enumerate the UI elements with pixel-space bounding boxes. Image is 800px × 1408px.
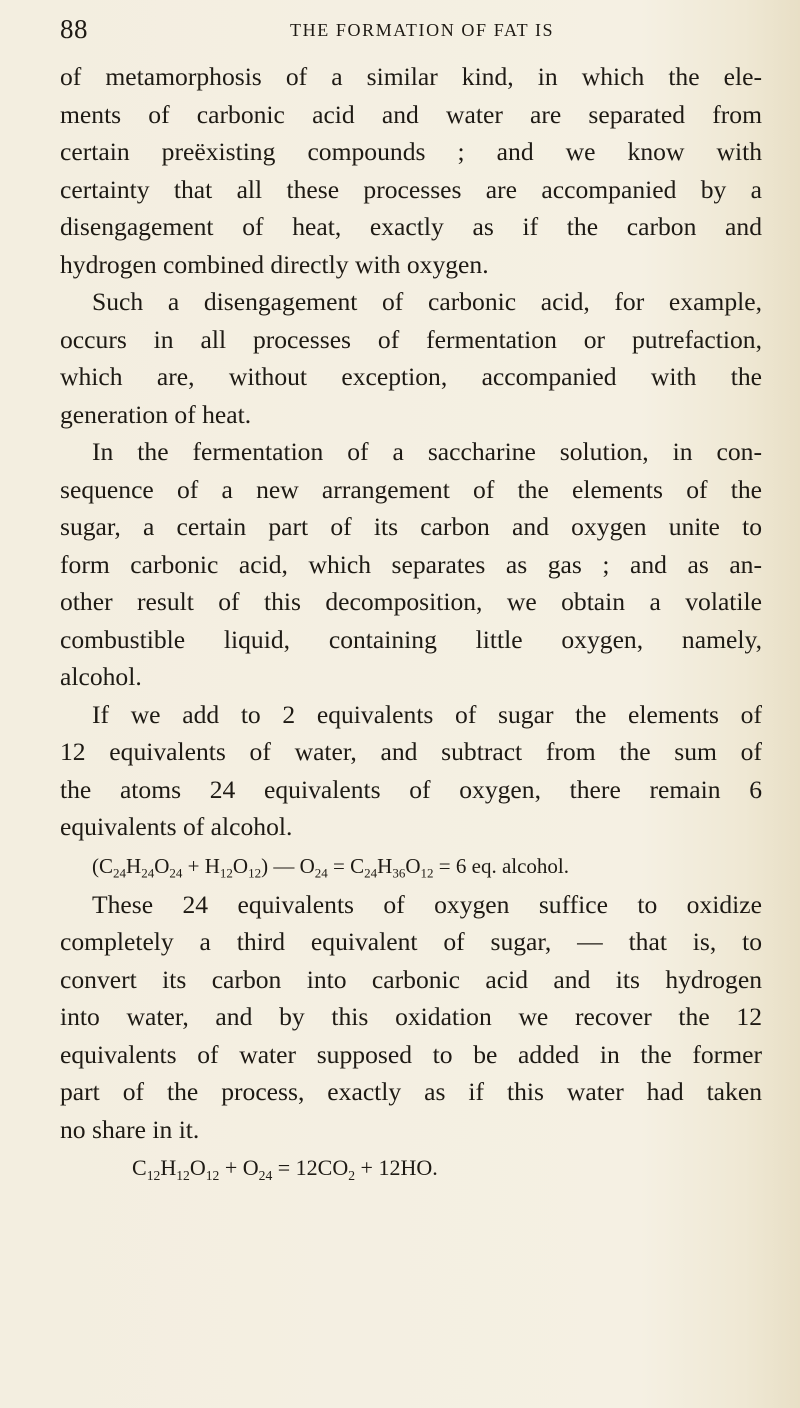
text-line: generation of heat. xyxy=(60,399,252,429)
formula-subscript: 12 xyxy=(176,1167,190,1183)
formula-text: H xyxy=(126,853,142,878)
formula-text: O xyxy=(405,853,421,878)
alcohol-formula xyxy=(60,846,762,886)
text-line: into water, and by this oxidation we recover the 12 xyxy=(60,1002,762,1031)
formula-subscript: 12 xyxy=(248,865,262,881)
page-header xyxy=(60,14,760,48)
formula-subscript: 24 xyxy=(141,865,155,881)
text-line: These 24 equivalents of oxygen suffice to oxidize xyxy=(92,889,762,919)
formula-text: + H xyxy=(182,853,220,878)
oxidation-formula xyxy=(60,1148,762,1188)
text-line: 12 equivalents of water, and subtract from the sum of xyxy=(60,737,762,766)
body-text xyxy=(60,58,762,1188)
text-line: which are, without exception, accompanied with the xyxy=(60,362,762,391)
text-line: occurs in all processes of fermentation or putrefaction, xyxy=(60,324,762,354)
text-line: completely a third equivalent of sugar, — that is, to xyxy=(60,927,762,956)
text-line: equivalents of alcohol. xyxy=(60,812,293,841)
text-line: sugar, a certain part of its carbon and oxygen unite to xyxy=(60,512,762,541)
page-number: 88 xyxy=(60,14,88,44)
formula-text: ) — O xyxy=(261,853,315,878)
formula-subscript: 12 xyxy=(146,1167,161,1183)
text-line: convert its carbon into carbonic acid and its hydrogen xyxy=(60,964,762,994)
text-line: other result of this decomposition, we obtain a volatile xyxy=(60,587,762,616)
formula-text: O xyxy=(232,853,249,878)
paragraph xyxy=(60,433,762,696)
text-line: certain preëxisting compounds ; and we know with xyxy=(60,137,762,166)
text-line: In the fermentation of a saccharine solution, in con- xyxy=(92,437,762,466)
formula-text: = 12CO xyxy=(272,1155,349,1180)
formula-text: H xyxy=(160,1155,177,1180)
formula-text: = C xyxy=(327,853,365,878)
formula-subscript: 24 xyxy=(314,865,328,881)
formula-subscript: 24 xyxy=(258,1167,273,1183)
text-line: alcohol. xyxy=(60,662,142,691)
formula-subscript: 12 xyxy=(205,1167,220,1183)
formula-text: (C xyxy=(92,853,113,878)
text-line: of metamorphosis of a similar kind, in which the ele- xyxy=(60,62,762,91)
formula-subscript: 24 xyxy=(113,865,127,881)
paragraph xyxy=(60,283,762,433)
formula-subscript: 12 xyxy=(219,865,233,881)
paragraph xyxy=(60,696,762,846)
text-line: equivalents of water supposed to be added in the former xyxy=(60,1039,762,1069)
text-line: the atoms 24 equivalents of oxygen, there remain 6 xyxy=(60,774,762,804)
paragraph xyxy=(60,58,762,283)
formula-subscript: 2 xyxy=(348,1167,356,1183)
text-line: ments of carbonic acid and water are separated from xyxy=(60,99,762,129)
text-line: If we add to 2 equivalents of sugar the elements of xyxy=(92,699,762,729)
running-head: THE FORMATION OF FAT IS xyxy=(290,20,555,40)
text-line: sequence of a new arrangement of the elements of the xyxy=(60,474,762,504)
formula-subscript: 24 xyxy=(364,865,378,881)
formula-text: O xyxy=(154,853,170,878)
formula-text: H xyxy=(377,853,393,878)
formula-text: + O xyxy=(219,1155,259,1180)
formula-subscript: 36 xyxy=(392,865,406,881)
formula-text: = 6 eq. alcohol. xyxy=(433,853,570,878)
formula-text: O xyxy=(189,1155,206,1180)
formula-text: + 12HO. xyxy=(355,1155,438,1180)
paragraph xyxy=(60,886,762,1149)
formula-subscript: 24 xyxy=(169,865,183,881)
formula-subscript: 12 xyxy=(420,865,434,881)
text-line: no share in it. xyxy=(60,1114,200,1144)
text-line: form carbonic acid, which separates as gas ; and as an- xyxy=(60,549,762,579)
text-line: Such a disengagement of carbonic acid, for example, xyxy=(92,287,762,316)
text-line: disengagement of heat, exactly as if the carbon and xyxy=(60,212,762,241)
text-line: certainty that all these processes are accompanied by a xyxy=(60,174,762,204)
text-line: combustible liquid, containing little oxygen, namely, xyxy=(60,624,762,654)
text-line: part of the process, exactly as if this water had taken xyxy=(60,1077,762,1106)
formula-text: C xyxy=(132,1155,147,1180)
text-line: hydrogen combined directly with oxygen. xyxy=(60,249,489,279)
